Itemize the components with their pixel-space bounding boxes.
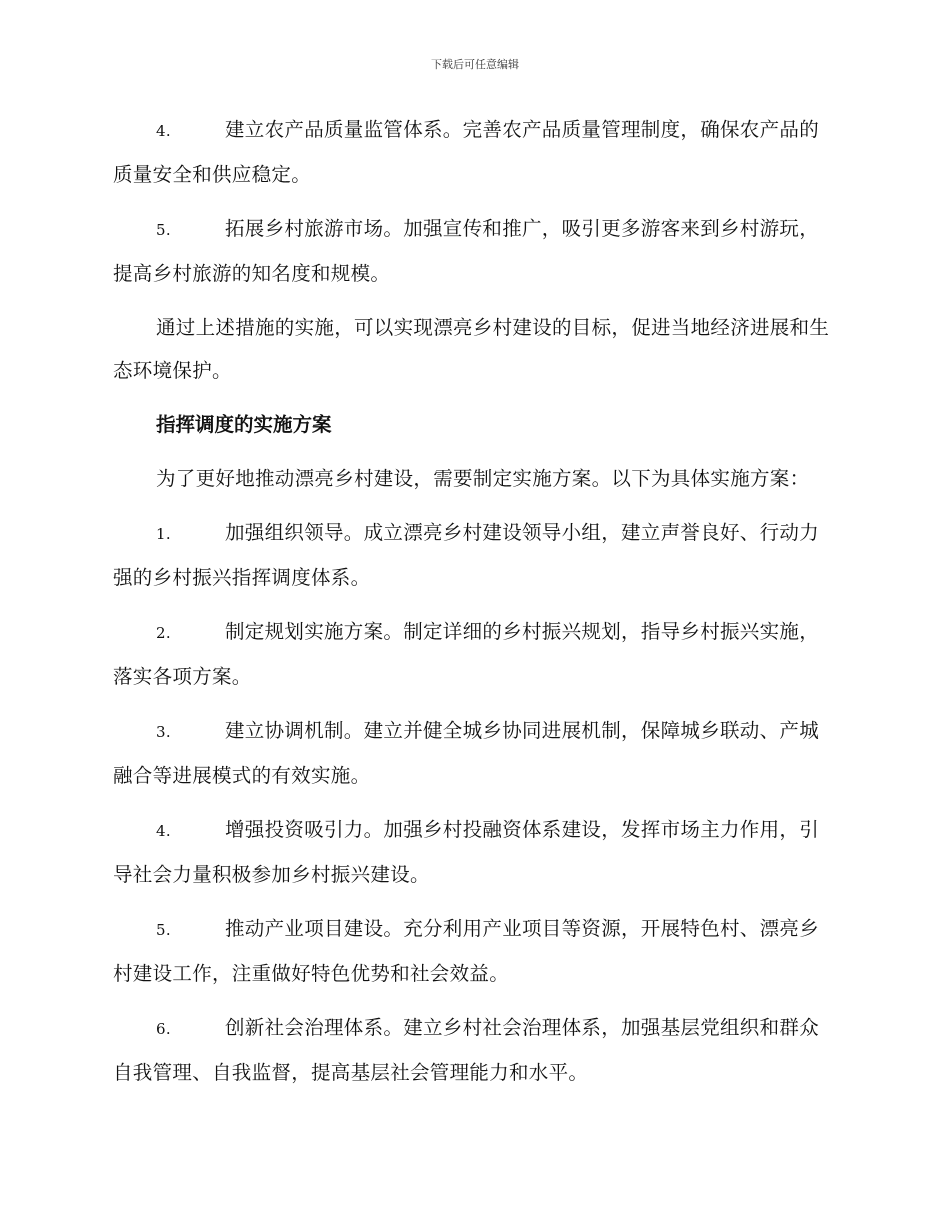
list-item-text: 增强投资吸引力。加强乡村投融资体系建设，发挥市场主力作用，引导社会力量积极参加乡村振兴建设。: [113, 818, 820, 886]
list-number: 5.: [156, 921, 171, 939]
list-number: 1.: [156, 525, 171, 543]
section-heading: 指挥调度的实施方案: [156, 413, 332, 436]
list-item: [113, 1006, 833, 1094]
list-item-text: 建立协调机制。建立并健全城乡协同进展机制，保障城乡联动、产城融合等进展模式的有效实施。: [113, 719, 820, 787]
list-number: 4.: [156, 822, 171, 840]
list-item-text: 推动产业项目建设。充分利用产业项目等资源，开展特色村、漂亮乡村建设工作，注重做好特色优势和社会效益。: [113, 917, 820, 985]
list-item: [113, 907, 833, 995]
list-item-text: 加强组织领导。成立漂亮乡村建设领导小组，建立声誉良好、行动力强的乡村振兴指挥调度体系。: [113, 521, 820, 589]
list-item: [113, 808, 833, 896]
list-number: 3.: [156, 723, 171, 741]
list-item: [113, 610, 833, 698]
summary-paragraph: 通过上述措施的实施，可以实现漂亮乡村建设的目标，促进当地经济进展和生态环境保护。: [113, 316, 830, 382]
list-item-text: 制定规划实施方案。制定详细的乡村振兴规划，指导乡村振兴实施，落实各项方案。: [113, 620, 820, 688]
list-item: [113, 207, 833, 295]
list-item: [113, 108, 833, 196]
list-number: 2.: [156, 624, 171, 642]
list-item-text: 建立农产品质量监管体系。完善农产品质量管理制度，确保农产品的质量安全和供应稳定。: [113, 118, 820, 186]
list-item-text: 拓展乡村旅游市场。加强宣传和推广，吸引更多游客来到乡村游玩，提高乡村旅游的知名度和规模。: [113, 217, 820, 285]
list-number: 4.: [156, 122, 171, 140]
list-item: [113, 709, 833, 797]
list-number: 5.: [156, 221, 171, 239]
list-number: 6.: [156, 1020, 171, 1038]
list-item: [113, 511, 833, 599]
intro-paragraph: 为了更好地推动漂亮乡村建设，需要制定实施方案。以下为具体实施方案：: [156, 467, 810, 490]
list-item-text: 创新社会治理体系。建立乡村社会治理体系，加强基层党组织和群众自我管理、自我监督，提高基层社会管理能力和水平。: [113, 1016, 820, 1084]
page-header: 下载后可任意编辑: [431, 58, 519, 71]
document-body: [113, 108, 833, 1105]
